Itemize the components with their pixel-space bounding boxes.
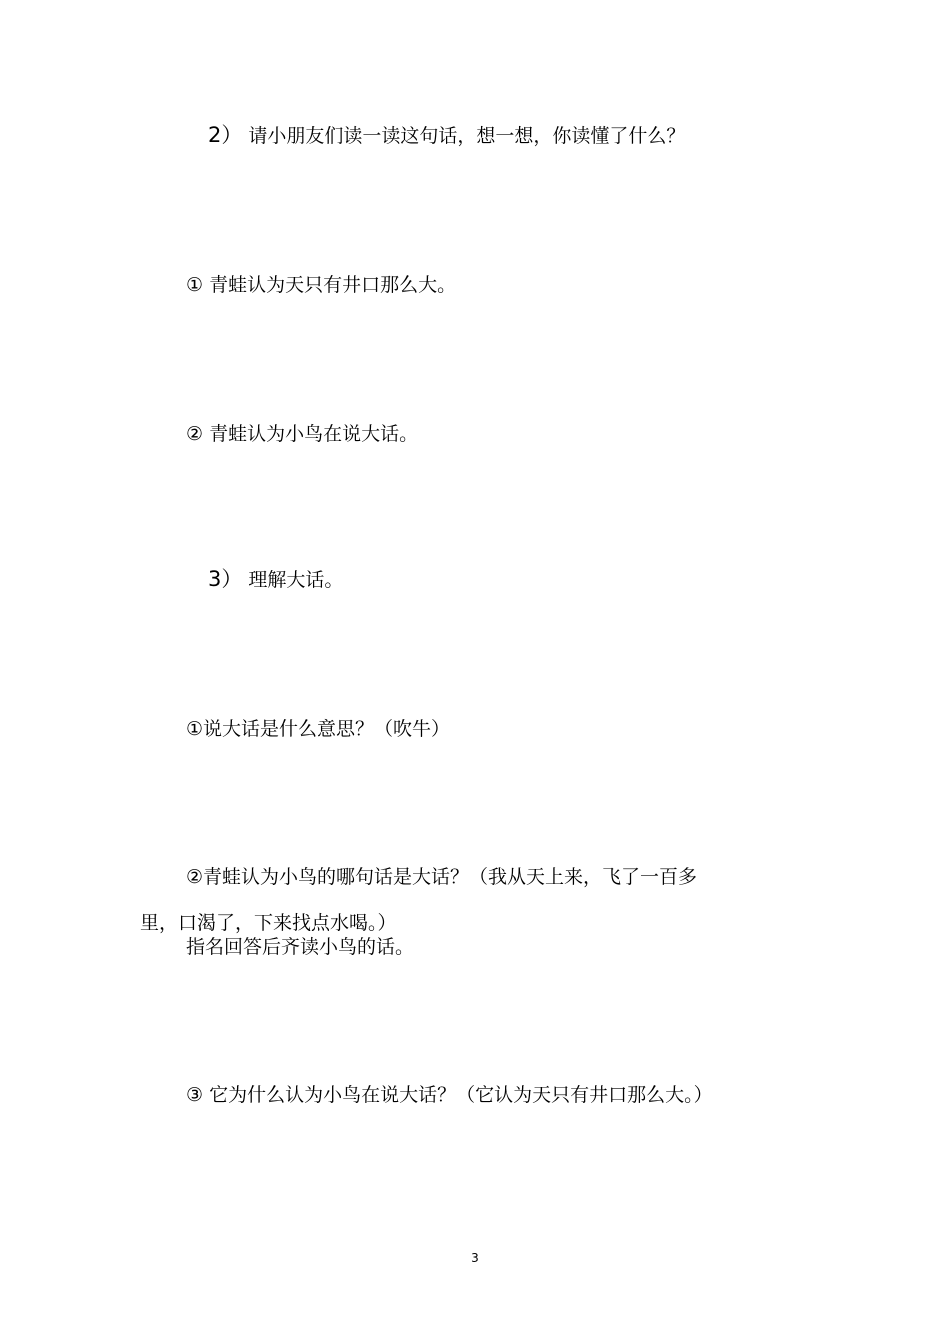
answer-1-text: 青蛙认为天只有井口那么大。 [209,274,457,296]
question-2-text: 青蛙认为小鸟的哪句话是大话？（我从天上来，飞了一百多 [203,866,698,888]
instruction-text: 指名回答后齐读小鸟的话。 [186,936,415,958]
step-2-marker: 2） [208,123,243,147]
step-3-text: 理解大话。 [248,569,344,591]
answer-2-marker: ② [186,423,204,445]
question-2-marker: ② [186,866,204,888]
question-2-continuation-text: 里，口渴了，下来找点水喝。） [140,912,397,934]
question-3-text: 它为什么认为小鸟在说大话？（它认为天只有井口那么大。） [209,1084,713,1106]
question-3 [186,1083,713,1107]
question-2 [186,865,697,889]
question-1-marker: ① [186,718,204,740]
question-1 [186,717,450,741]
step-3-marker: 3） [208,567,243,591]
answer-2 [186,422,418,446]
step-3-heading [208,567,343,592]
question-2-continuation [140,911,397,935]
answer-1-marker: ① [186,274,204,296]
instruction-line [186,935,414,959]
answer-2-text: 青蛙认为小鸟在说大话。 [209,423,419,445]
question-1-text: 说大话是什么意思？（吹牛） [203,718,451,740]
answer-1 [186,273,456,297]
step-2-heading [208,123,685,148]
step-2-text: 请小朋友们读一读这句话，想一想，你读懂了什么？ [248,125,686,147]
question-3-marker: ③ [186,1084,204,1106]
page-number: 3 [471,1251,479,1265]
